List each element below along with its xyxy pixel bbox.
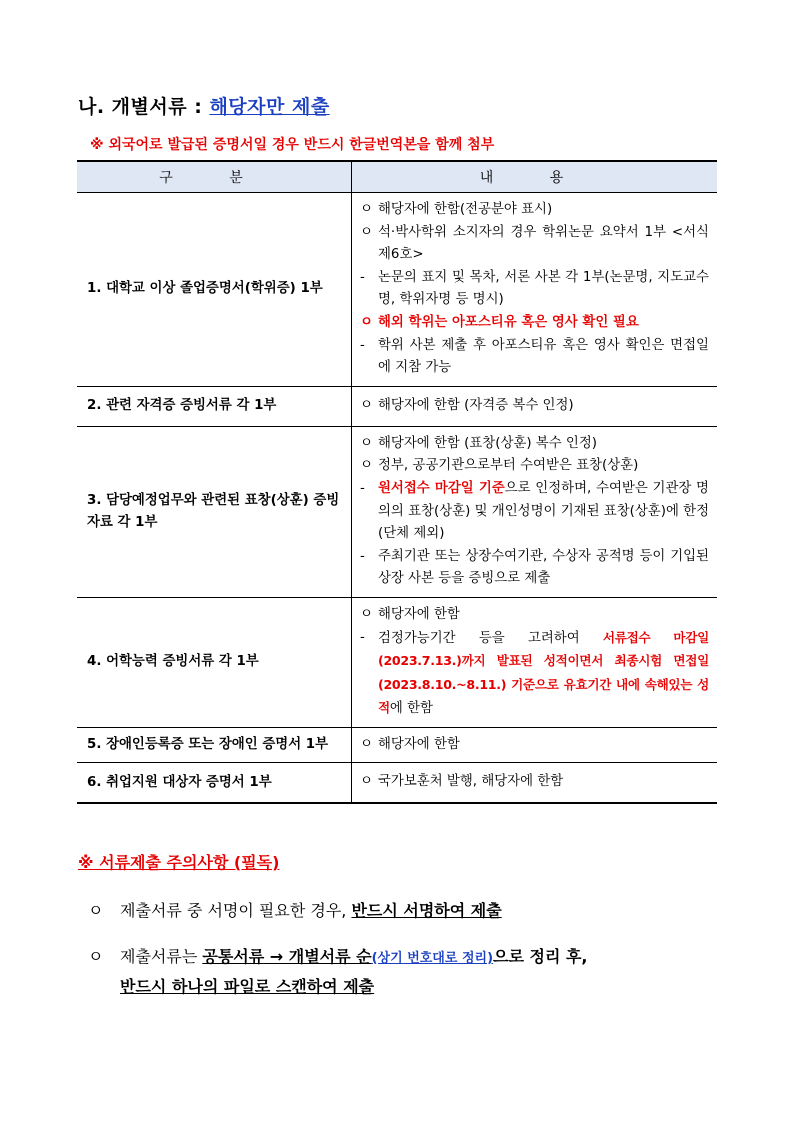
table-row [77, 386, 717, 426]
caution-item-1: ㅇ 제출서류 중 서명이 필요한 경우, 반드시 서명하여 제출 [88, 901, 502, 920]
row-label: 3. 담당예정업무와 관련된 표창(상훈) 증빙자료 각 1부 [77, 426, 352, 597]
row-content: ㅇ 해당자에 한함 [352, 727, 718, 763]
header-category: 구 분 [77, 161, 352, 193]
caution-item-2-line2: 반드시 하나의 파일로 스캔하여 제출 [120, 977, 375, 996]
translation-note: ※ 외국어로 발급된 증명서일 경우 반드시 한글번역본을 함께 첨부 [90, 137, 495, 153]
row-label: 2. 관련 자격증 증빙서류 각 1부 [77, 386, 352, 426]
section-heading [78, 92, 330, 119]
caution-title: ※ 서류제출 주의사항 (필독) [78, 853, 280, 872]
table-row [77, 426, 717, 597]
table-row [77, 597, 717, 727]
row-label: 5. 장애인등록증 또는 장애인 증명서 1부 [77, 727, 352, 763]
row-content: ㅇ 국가보훈처 발행, 해당자에 한함 [352, 763, 718, 803]
row-label: 1. 대학교 이상 졸업증명서(학위증) 1부 [77, 193, 352, 387]
heading-prefix: 나. 개별서류 : [78, 96, 210, 118]
table-row [77, 193, 717, 387]
row-content: ㅇ 해당자에 한함(전공분야 표시) ㅇ 석·박사학위 소지자의 경우 학위논문 요약서 1부 <서식 제6호> - 논문의 표지 및 목차, 서론 사본 각 1부(논문명, 지도교수명, 학위자명 등 명시) ㅇ 해외 학위는 아포스티유 혹은 영사 확인 필요 - 학위 사본 제출 후 아포스티유 혹은 영사 확인은 면접일에 지참 가능 [352, 193, 718, 387]
row-content: ㅇ 해당자에 한함 - 검정가능기간 등을 고려하여 서류접수 마감일 (2023.7.13.)까지 발표된 성적이면서 최종시험 면접일(2023.8.10.~8.11.) 기준으로 유효기간 내에 속해있는 성적에 한함 [352, 597, 718, 727]
row-content: ㅇ 해당자에 한함 (표창(상훈) 복수 인정) ㅇ 정부, 공공기관으로부터 수여받은 표창(상훈) - 원서접수 마감일 기준으로 인정하며, 수여받은 기관장 명의의 표창(상훈) 및 개인성명이 기재된 표창(상훈)에 한정 (단체 제외) - 주최기관 또는 상장수여기관, 수상자 공적명 등이 기입된 상장 사본 등을 증빙으로 제출 [352, 426, 718, 597]
table-row [77, 727, 717, 763]
table-row [77, 763, 717, 803]
caution-item-2: ㅇ 제출서류는 공통서류 → 개별서류 순(상기 번호대로 정리)으로 정리 후, [88, 947, 588, 966]
table-header-row [77, 161, 717, 193]
row-content: ㅇ 해당자에 한함 (자격증 복수 인정) [352, 386, 718, 426]
header-content: 내 용 [352, 161, 718, 193]
row-label: 4. 어학능력 증빙서류 각 1부 [77, 597, 352, 727]
heading-highlight: 해당자만 제출 [209, 96, 330, 118]
documents-table [77, 160, 717, 804]
row-label: 6. 취업지원 대상자 증명서 1부 [77, 763, 352, 803]
